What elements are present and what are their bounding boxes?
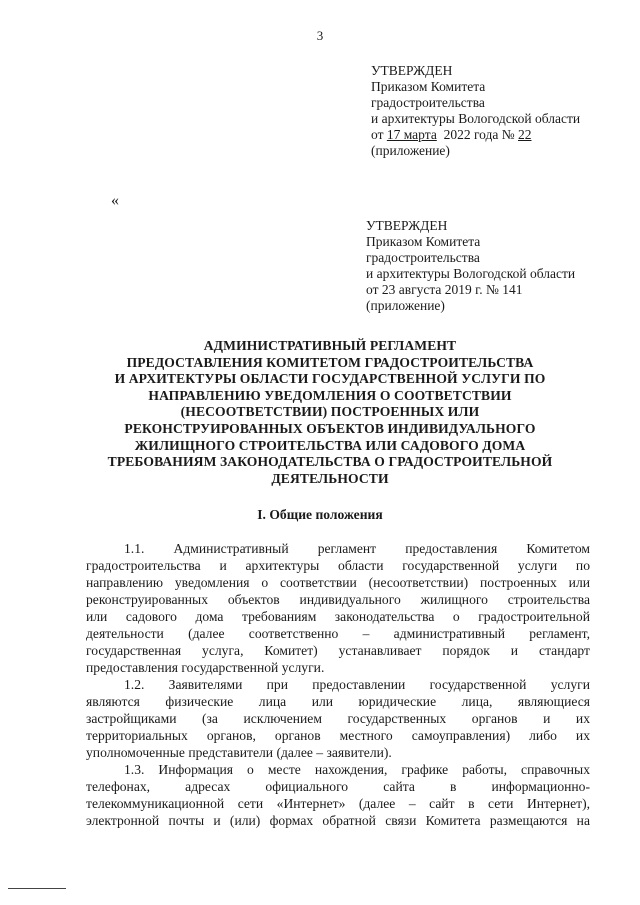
paragraph-line: 1.2. Заявителями при предоставлении государственной услуги [124,677,590,692]
approval-date-prefix: от [371,127,387,142]
approval-year: 2022 года № [436,127,518,142]
paragraph-line: реконструированных объектов индивидуального жилищного строительства [86,592,590,607]
page-number: 3 [316,28,324,43]
paragraph-line: государственная услуга, Комитет) устанавливает порядок и стандарт [86,643,590,658]
title-line: АДМИНИСТРАТИВНЫЙ РЕГЛАМЕНТ [203,338,457,353]
title-line: ПРЕДОСТАВЛЕНИЯ КОМИТЕТОМ ГРАДОСТРОИТЕЛЬСТВА [126,354,534,370]
approval-date-line [371,127,580,143]
title-line: (НЕСООТВЕТСТВИИ) ПОСТРОЕННЫХ ИЛИ [180,404,480,420]
approval-line: УТВЕРЖДЕН [366,218,448,233]
paragraph-line: направлению уведомления о соответствии (несоответствии) построенных или [86,575,590,590]
document-title [80,338,580,487]
paragraph-line: градостроительства и архитектуры области государственной услуги по [86,558,590,573]
title-line: ДЕЯТЕЛЬНОСТИ [271,470,389,486]
approval-stamp-current [371,63,580,159]
paragraph-line: телекоммуникационной сети «Интернет» (далее – сайт в сети Интернет), [86,796,590,811]
paragraph-line: предоставления государственной услуги. [86,660,325,675]
paragraph-line: территориальных органов, органов местного самоуправления) либо их [86,728,590,743]
paragraph-line: электронной почты и (или) формах обратной связи Комитета размещаются на [86,813,590,828]
approval-line: Приказом Комитета [366,234,481,249]
paragraph-line: телефонах, адресах официального сайта в информационно- [86,779,590,794]
title-line: И АРХИТЕКТУРЫ ОБЛАСТИ ГОСУДАРСТВЕННОЙ УСЛУГИ ПО [114,371,546,387]
opening-quote-mark: « [111,192,119,209]
approval-line: Приказом Комитета [371,79,486,94]
approval-number: 22 [518,127,532,142]
title-line: ЖИЛИЩНОГО СТРОИТЕЛЬСТВА ИЛИ САДОВОГО ДОМА [134,437,526,453]
section-heading: I. Общие положения [257,507,383,522]
approval-line: градостроительства [371,95,485,110]
paragraph-line: являются физические лица или юридические лица, являющиеся [86,694,590,709]
footnote-separator [8,888,66,889]
approval-line: и архитектуры Вологодской области [371,111,581,126]
paragraph-line: 1.1. Административный регламент предоставления Комитетом [124,541,590,556]
approval-line: (приложение) [366,298,445,313]
approval-line: и архитектуры Вологодской области [366,266,576,281]
approval-line: градостроительства [366,250,480,265]
approval-line: УТВЕРЖДЕН [371,63,453,78]
approval-stamp-previous [366,218,575,314]
approval-appendix: (приложение) [371,143,450,158]
paragraph-line: уполномоченные представители (далее – заявители). [86,745,392,760]
title-line: ТРЕБОВАНИЯМ ЗАКОНОДАТЕЛЬСТВА О ГРАДОСТРОИТЕЛЬНОЙ [107,454,553,470]
paragraph-line: 1.3. Информация о месте нахождения, графике работы, справочных [124,762,590,777]
paragraph-line: деятельности (далее соответственно – административный регламент, [86,626,590,641]
paragraph-line: застройщиками (за исключением государственных органов и их [86,711,590,726]
body-text [86,540,590,829]
approval-day-month: 17 марта [386,127,437,142]
title-line: НАПРАВЛЕНИЮ УВЕДОМЛЕНИЯ О СООТВЕТСТВИИ [148,387,512,403]
title-line: РЕКОНСТРУИРОВАННЫХ ОБЪЕКТОВ ИНДИВИДУАЛЬНОГО [124,420,536,436]
approval-line: от 23 августа 2019 г. № 141 [366,282,523,297]
paragraph-line: или садового дома требованиям законодательства о градостроительной [86,609,590,624]
